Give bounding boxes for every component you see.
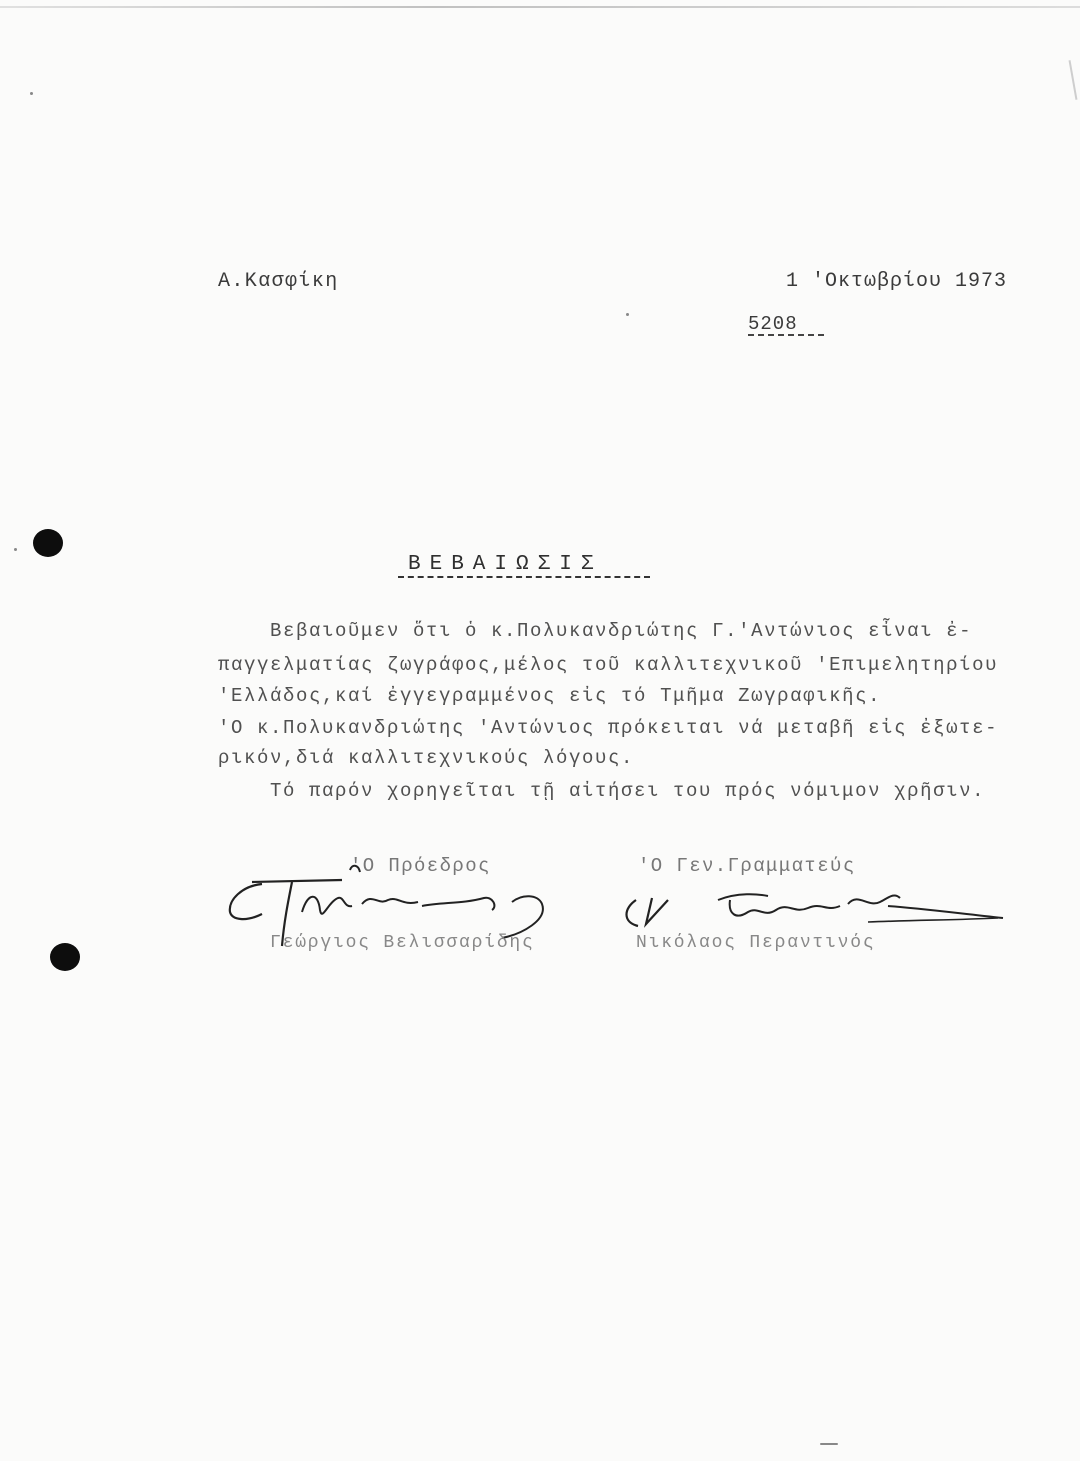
reference-underline (748, 334, 824, 336)
punch-hole-top (33, 529, 63, 557)
scan-speck (626, 313, 629, 316)
signatory-2-title: 'Ο Γεν.Γραμματεύς (638, 855, 856, 877)
signatory-2-name: Νικόλαος Περαντινός (636, 933, 876, 953)
scan-speck (30, 92, 33, 95)
signatory-1-title: 'Ο Πρόεδρος (350, 855, 491, 877)
signature-2 (618, 878, 1008, 938)
place-line: Α.Κασφίκη (218, 270, 339, 293)
body-line-2: παγγελματίας ζωγράφος,μέλος τοῦ καλλιτεχνικοῦ 'Επιμελητηρίου (218, 654, 999, 676)
document-title: ΒΕΒΑΙΩΣΙΣ (408, 553, 603, 576)
title-underline (398, 576, 650, 578)
signatory-1-name: Γεώργιος Βελισσαρίδης (270, 933, 535, 953)
body-line-1: Βεβαιοῦμεν ὅτι ὁ κ.Πολυκανδριώτης Γ.'Αντώνιος εἶναι ἐ- (270, 620, 973, 642)
date-line: 1 'Οκτωβρίου 1973 (786, 270, 1008, 293)
reference-number: 5208 (748, 313, 798, 335)
scan-edge-line (0, 6, 1080, 8)
scan-speck (14, 548, 17, 551)
scan-speck (820, 1443, 838, 1445)
body-line-3: 'Ελλάδος,καί ἐγγεγραμμένος εἰς τό Τμῆμα Ζωγραφικῆς. (218, 685, 882, 707)
body-line-5: ρικόν,διά καλλιτεχνικούς λόγους. (218, 747, 635, 769)
body-line-6: Τό παρόν χορηγεῖται τῇ αἰτήσει του πρός νόμιμον χρῆσιν. (270, 780, 986, 802)
scan-edge-mark (1069, 60, 1078, 100)
body-line-4: 'Ο κ.Πολυκανδριώτης 'Αντώνιος πρόκειται νά μεταβῆ εἰς ἐξωτε- (218, 717, 999, 739)
punch-hole-bottom (50, 943, 80, 971)
